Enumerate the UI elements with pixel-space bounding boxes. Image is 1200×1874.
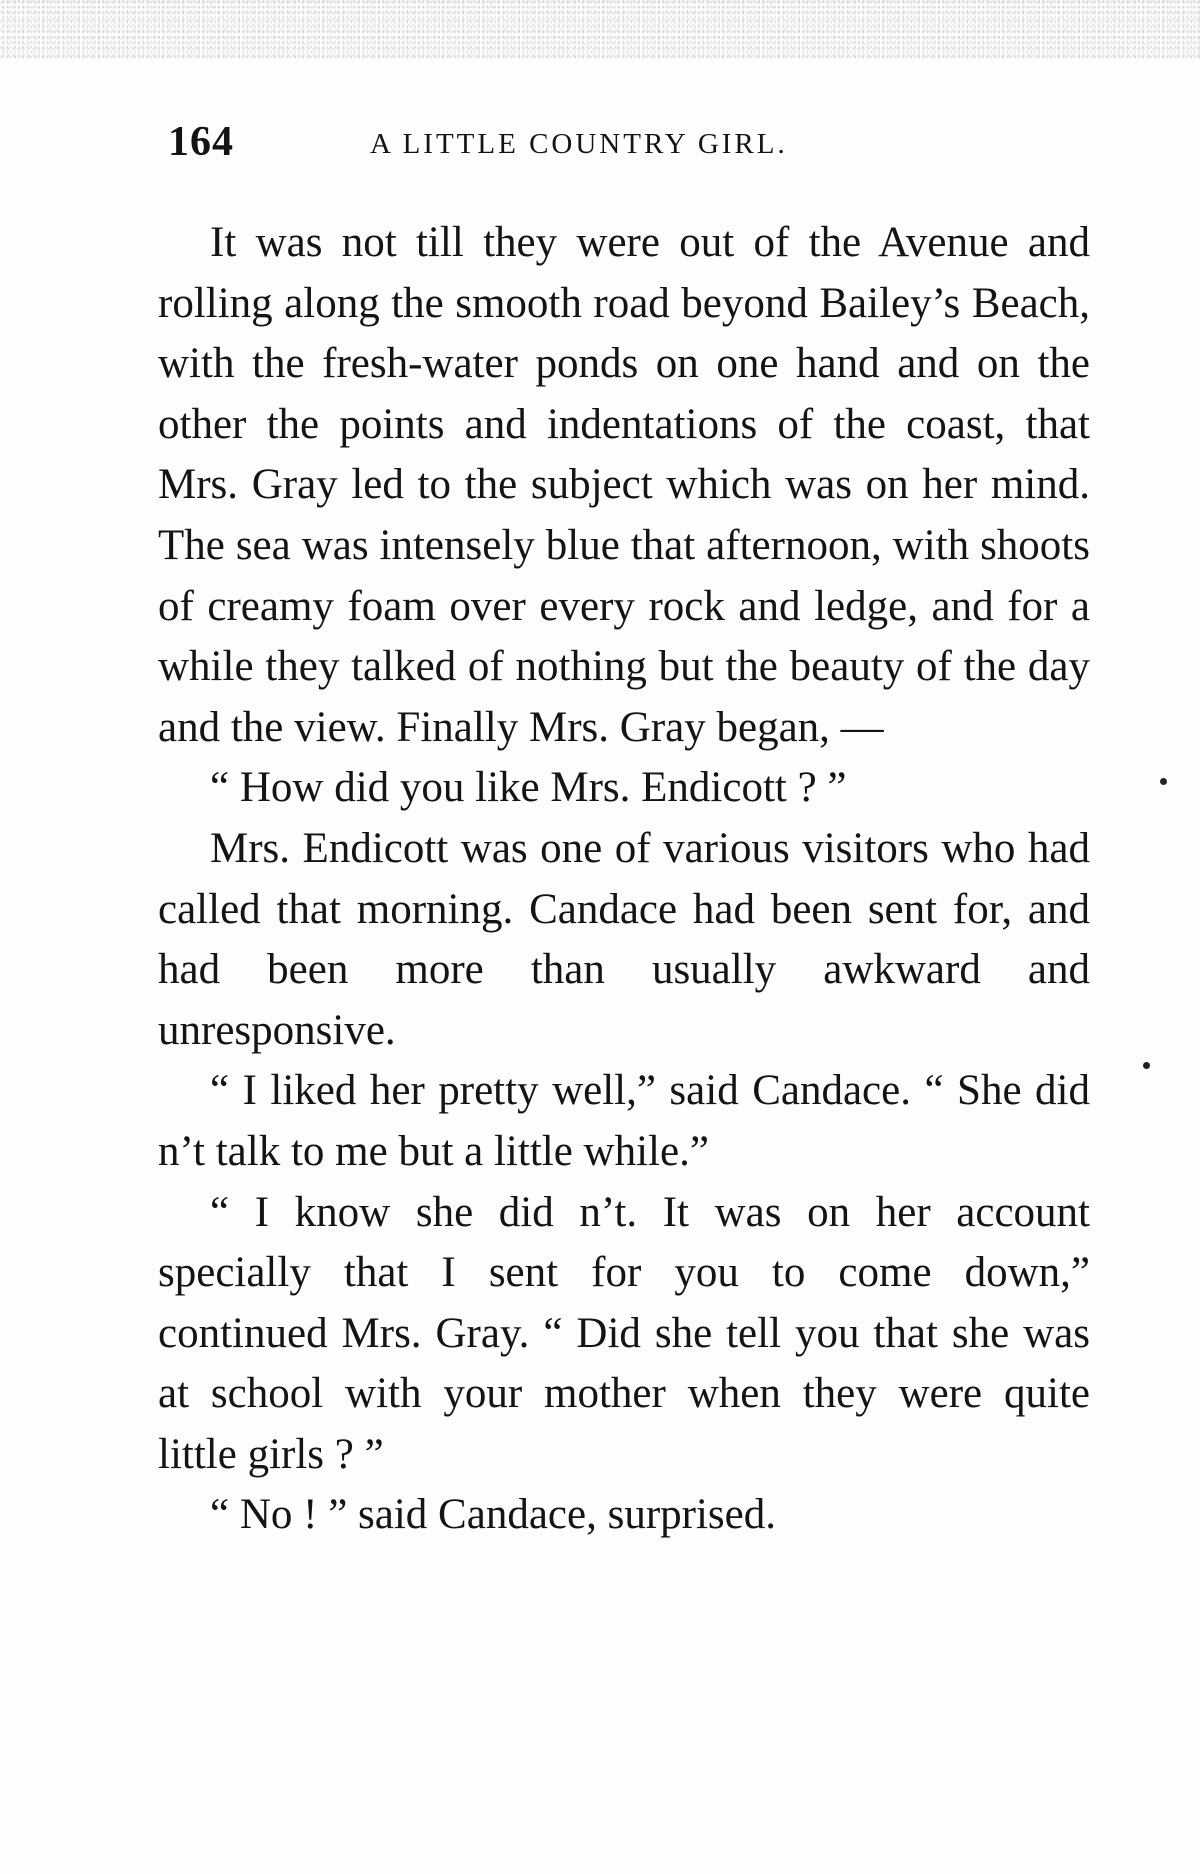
running-head: A LITTLE COUNTRY GIRL.	[370, 128, 788, 160]
page-number: 164	[168, 119, 234, 165]
paragraph: “ I know she did n’t. It was on her account specially that I sent for you to come down,” continued Mrs. Gray. “ Did she tell you that she was at school with your mother when they were quite little girls ? ”	[158, 1188, 1090, 1478]
paragraph: “ How did you like Mrs. Endicott ? ”	[210, 764, 847, 812]
page-header	[160, 118, 1090, 168]
body-text	[158, 213, 1090, 1546]
paragraph: “ I liked her pretty well,” said Candace. “ She did n’t talk to me but a little while.”	[158, 1067, 1090, 1175]
paragraph: “ No ! ” said Candace, surprised.	[210, 1491, 776, 1539]
paragraph: Mrs. Endicott was one of various visitors who had called that morning. Candace had been sent for, and had been more than usually awkward and unresponsive.	[158, 824, 1090, 1054]
ink-speck	[1143, 1062, 1150, 1069]
print-speckle	[0, 0, 1200, 60]
paragraph: It was not till they were out of the Avenue and rolling along the smooth road beyond Bailey’s Beach, with the fresh-water ponds on one hand and on the other the points and indentations of the coast, that Mrs. Gray led to the subject which was on her mind. The sea was intensely blue that afternoon, with shoots of creamy foam over every rock and ledge, and for a while they talked of nothing but the beauty of the day and the view. Finally Mrs. Gray began, —	[158, 219, 1090, 751]
ink-speck	[1160, 778, 1167, 785]
